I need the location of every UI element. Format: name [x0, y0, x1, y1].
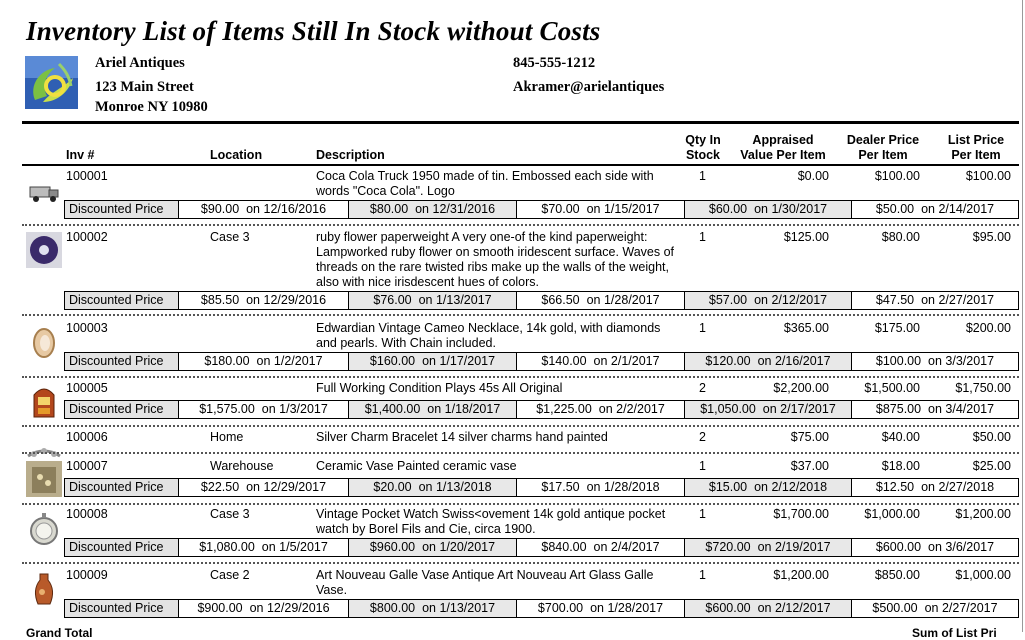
sum-list-price-label: Sum of List Pri [912, 626, 997, 640]
discount-price: $1,050.00 [700, 402, 756, 416]
discount-schedule-bar [64, 200, 1019, 219]
item-appraised-value: $0.00 [797, 169, 829, 183]
discount-on-label: on [928, 354, 942, 368]
item-dealer-price: $40.00 [881, 430, 920, 444]
item-qty-in-stock: 2 [699, 430, 706, 444]
discount-step [852, 539, 1018, 556]
discount-on-label: on [754, 202, 768, 216]
discount-step [179, 353, 349, 370]
discount-label: Discounted Price [65, 600, 179, 617]
column-header-inv: Inv # [66, 148, 95, 162]
discount-price: $1,400.00 [364, 402, 421, 416]
discount-date: 12/29/2016 [266, 601, 330, 615]
vase-thumbnail [26, 461, 62, 497]
item-list-price: $25.00 [972, 459, 1011, 473]
discount-date: 2/12/2018 [771, 480, 828, 494]
discount-step [685, 539, 852, 556]
discount-on-label: on [261, 540, 276, 554]
item-inv-number: 100002 [66, 230, 108, 244]
item-list-price: $1,200.00 [955, 507, 1011, 521]
discount-on-label: on [261, 402, 276, 416]
item-inv-number: 100005 [66, 381, 108, 395]
discount-price: $1,080.00 [199, 540, 255, 554]
column-header-dealer-price: Dealer Price Per Item [846, 133, 920, 162]
discount-price: $50.00 [875, 202, 915, 216]
discount-on-label: on [921, 202, 935, 216]
item-inv-number: 100003 [66, 321, 108, 335]
discount-step [517, 353, 685, 370]
item-description: Vintage Pocket Watch Swiss<ovement 14k gold antique pocket watch by Borel Fils and Cie, circa 1900. [316, 507, 666, 536]
discount-on-label: on [415, 202, 430, 216]
discount-date: 2/12/2017 [774, 601, 831, 615]
discount-on-label: on [418, 480, 433, 494]
discount-date: 1/3/2017 [279, 402, 328, 416]
item-inv-number: 100007 [66, 459, 108, 473]
discount-price: $160.00 [369, 354, 416, 368]
discount-step [179, 401, 349, 418]
discount-price: $875.00 [875, 402, 922, 416]
discount-date: 3/4/2017 [945, 402, 995, 416]
row-separator [22, 562, 1019, 564]
item-description: Art Nouveau Galle Vase Antique Art Nouveau Art Glass Galle Vase. [316, 568, 654, 597]
discount-date: 1/13/2018 [435, 480, 492, 494]
company-name: Ariel Antiques [95, 55, 185, 71]
discount-step [685, 479, 852, 496]
discount-on-label: on [422, 540, 436, 554]
inventory-item-row [0, 230, 1025, 307]
discount-schedule-bar [64, 478, 1019, 497]
item-list-price: $1,000.00 [955, 568, 1011, 582]
discount-on-label: on [256, 354, 271, 368]
discount-date: 12/31/2016 [432, 202, 496, 216]
discount-step [349, 479, 517, 496]
discount-on-label: on [586, 293, 601, 307]
discount-price: $47.50 [875, 293, 915, 307]
item-inv-number: 100006 [66, 430, 108, 444]
discount-step [517, 401, 685, 418]
discount-step [179, 600, 349, 617]
company-address-line2: Monroe NY 10980 [95, 99, 208, 115]
discount-price: $600.00 [705, 601, 751, 615]
item-description: Full Working Condition Plays 45s All Original [316, 381, 563, 395]
discount-price: $500.00 [872, 601, 918, 615]
item-inv-number: 100008 [66, 507, 108, 521]
pocket-watch-thumbnail [26, 511, 62, 547]
discount-on-label: on [586, 202, 601, 216]
discount-price: $140.00 [541, 354, 587, 368]
item-inv-number: 100001 [66, 169, 108, 183]
discount-price: $840.00 [541, 540, 587, 554]
discount-date: 2/17/2017 [780, 402, 836, 416]
discount-schedule-bar [64, 291, 1019, 310]
discount-on-label: on [427, 402, 442, 416]
discount-price: $22.50 [200, 480, 240, 494]
discount-on-label: on [754, 480, 768, 494]
paperweight-thumbnail [26, 232, 62, 268]
item-dealer-price: $175.00 [874, 321, 920, 335]
discount-date: 12/16/2016 [263, 202, 327, 216]
discount-price: $17.50 [541, 480, 580, 494]
discount-on-label: on [757, 540, 772, 554]
discount-date: 1/13/2017 [435, 293, 492, 307]
discount-price: $720.00 [705, 540, 751, 554]
item-qty-in-stock: 1 [699, 230, 706, 244]
discount-on-label: on [418, 293, 433, 307]
discount-price: $90.00 [200, 202, 240, 216]
discount-date: 2/2/2017 [616, 402, 665, 416]
grand-total-label: Grand Total [26, 626, 93, 640]
item-appraised-value: $2,200.00 [773, 381, 829, 395]
jukebox-thumbnail [26, 383, 62, 419]
discount-step [852, 201, 1018, 218]
column-header-rule [22, 164, 1019, 166]
discount-on-label: on [598, 402, 613, 416]
discount-date: 1/20/2017 [439, 540, 496, 554]
discount-date: 2/16/2017 [774, 354, 831, 368]
discount-label: Discounted Price [65, 353, 179, 370]
discount-schedule-bar [64, 352, 1019, 371]
discount-date: 2/19/2017 [774, 540, 831, 554]
item-list-price: $50.00 [972, 430, 1011, 444]
column-header-appraised: Appraised Value Per Item [740, 133, 826, 162]
discount-step [517, 600, 685, 617]
discount-on-label: on [586, 480, 601, 494]
discount-price: $70.00 [541, 202, 580, 216]
item-qty-in-stock: 2 [699, 381, 706, 395]
row-separator [22, 314, 1019, 316]
row-separator [22, 376, 1019, 378]
discount-label: Discounted Price [65, 539, 179, 556]
discount-step [349, 401, 517, 418]
discount-step [179, 479, 349, 496]
discount-step [852, 479, 1018, 496]
discount-step [852, 401, 1018, 418]
discount-on-label: on [757, 601, 772, 615]
discount-on-label: on [757, 354, 772, 368]
galle-vase-thumbnail [26, 570, 62, 606]
discount-date: 2/12/2017 [771, 293, 828, 307]
discount-price: $1,575.00 [199, 402, 255, 416]
discount-on-label: on [246, 202, 261, 216]
discount-price: $700.00 [537, 601, 584, 615]
discount-step [685, 600, 852, 617]
item-inv-number: 100009 [66, 568, 108, 582]
discount-date: 1/28/2018 [603, 480, 660, 494]
item-qty-in-stock: 1 [699, 568, 706, 582]
item-location: Home [210, 430, 244, 444]
discount-step [517, 539, 685, 556]
column-header-description: Description [316, 148, 385, 162]
cameo-thumbnail [26, 325, 62, 361]
item-description: Edwardian Vintage Cameo Necklace, 14k gold, with diamonds and pearls. With Chain included. [316, 321, 661, 350]
discount-step [179, 292, 349, 309]
discount-price: $120.00 [705, 354, 751, 368]
discount-on-label: on [921, 480, 935, 494]
column-header-location: Location [210, 148, 263, 162]
item-dealer-price: $850.00 [874, 568, 920, 582]
truck-thumbnail [26, 173, 62, 209]
discount-on-label: on [422, 601, 436, 615]
discount-date: 1/17/2017 [439, 354, 496, 368]
discount-price: $1,225.00 [536, 402, 592, 416]
row-separator [22, 452, 1019, 454]
discount-schedule-bar [64, 538, 1019, 557]
item-list-price: $100.00 [965, 169, 1011, 183]
column-header-list-price: List Price Per Item [947, 133, 1005, 162]
report-title: Inventory List of Items Still In Stock without Costs [26, 16, 601, 46]
item-dealer-price: $1,500.00 [864, 381, 920, 395]
discount-step [517, 292, 685, 309]
discount-date: 3/3/2017 [945, 354, 995, 368]
discount-label: Discounted Price [65, 201, 179, 218]
discount-price: $900.00 [197, 601, 243, 615]
discount-label: Discounted Price [65, 401, 179, 418]
inventory-item-row [0, 568, 1025, 628]
company-address-line1: 123 Main Street [95, 79, 194, 95]
discount-price: $80.00 [369, 202, 409, 216]
item-location: Case 2 [210, 568, 250, 582]
row-separator [22, 503, 1019, 505]
discount-on-label: on [928, 540, 942, 554]
discount-price: $76.00 [373, 293, 412, 307]
discount-step [349, 539, 517, 556]
discount-date: 1/28/2017 [603, 293, 660, 307]
discount-date: 1/13/2017 [439, 601, 496, 615]
company-logo-icon [25, 56, 78, 109]
inventory-item-row [0, 169, 1025, 229]
discount-price: $12.50 [875, 480, 915, 494]
discount-date: 1/28/2017 [607, 601, 664, 615]
discount-price: $100.00 [875, 354, 922, 368]
item-appraised-value: $125.00 [783, 230, 829, 244]
discount-schedule-bar [64, 599, 1019, 618]
row-separator [22, 425, 1019, 427]
discount-step [517, 479, 685, 496]
discount-step [349, 353, 517, 370]
discount-step [685, 292, 852, 309]
item-description: Silver Charm Bracelet 14 silver charms hand painted [316, 430, 608, 444]
item-location: Case 3 [210, 230, 250, 244]
discount-on-label: on [590, 601, 604, 615]
discount-date: 1/2/2017 [273, 354, 323, 368]
item-dealer-price: $1,000.00 [864, 507, 920, 521]
discount-price: $20.00 [373, 480, 412, 494]
item-appraised-value: $37.00 [790, 459, 829, 473]
discount-date: 1/30/2017 [771, 202, 828, 216]
item-dealer-price: $18.00 [881, 459, 920, 473]
discount-price: $66.50 [541, 293, 580, 307]
discount-on-label: on [246, 480, 261, 494]
discount-step [685, 201, 852, 218]
item-qty-in-stock: 1 [699, 507, 706, 521]
discount-on-label: on [921, 293, 935, 307]
discount-date: 1/18/2017 [444, 402, 501, 416]
item-appraised-value: $75.00 [790, 430, 829, 444]
item-list-price: $1,750.00 [955, 381, 1011, 395]
discount-step [179, 539, 349, 556]
discount-step [685, 353, 852, 370]
discount-date: 2/27/2017 [938, 293, 995, 307]
company-phone: 845-555-1212 [513, 55, 596, 71]
discount-on-label: on [593, 354, 608, 368]
discount-date: 3/6/2017 [945, 540, 995, 554]
discount-on-label: on [928, 402, 942, 416]
discount-date: 12/29/2016 [263, 293, 327, 307]
item-dealer-price: $80.00 [881, 230, 920, 244]
row-separator [22, 224, 1019, 226]
discount-schedule-bar [64, 400, 1019, 419]
discount-price: $15.00 [708, 480, 748, 494]
discount-step [852, 353, 1018, 370]
discount-date: 1/15/2017 [603, 202, 660, 216]
item-location: Case 3 [210, 507, 250, 521]
item-description: Ceramic Vase Painted ceramic vase [316, 459, 517, 473]
discount-step [852, 292, 1018, 309]
item-qty-in-stock: 1 [699, 459, 706, 473]
discount-price: $180.00 [204, 354, 250, 368]
discount-price: $57.00 [708, 293, 748, 307]
discount-price: $600.00 [875, 540, 922, 554]
discount-date: 2/27/2017 [941, 601, 998, 615]
discount-step [517, 201, 685, 218]
item-appraised-value: $1,200.00 [773, 568, 829, 582]
discount-step [852, 600, 1018, 617]
item-description: Coca Cola Truck 1950 made of tin. Embossed each side with words "Coca Cola". Logo [316, 169, 654, 198]
discount-on-label: on [754, 293, 768, 307]
discount-price: $800.00 [369, 601, 416, 615]
discount-on-label: on [924, 601, 939, 615]
item-appraised-value: $1,700.00 [773, 507, 829, 521]
company-email: Akramer@arielantiques [513, 79, 665, 95]
discount-step [349, 292, 517, 309]
discount-date: 2/14/2017 [938, 202, 995, 216]
discount-step [349, 201, 517, 218]
discount-step [685, 401, 852, 418]
discount-label: Discounted Price [65, 479, 179, 496]
page-edge-line [1022, 0, 1023, 632]
discount-date: 2/1/2017 [610, 354, 660, 368]
discount-on-label: on [246, 293, 261, 307]
discount-on-label: on [593, 540, 608, 554]
discount-step [349, 600, 517, 617]
inventory-item-row [0, 507, 1025, 567]
inventory-item-row [0, 321, 1025, 381]
discount-price: $960.00 [369, 540, 416, 554]
item-list-price: $200.00 [965, 321, 1011, 335]
header-rule [22, 121, 1019, 124]
item-location: Warehouse [210, 459, 274, 473]
discount-price: $85.50 [200, 293, 240, 307]
discount-date: 12/29/2017 [263, 480, 327, 494]
discount-on-label: on [422, 354, 436, 368]
discount-on-label: on [762, 402, 777, 416]
item-list-price: $95.00 [972, 230, 1011, 244]
item-qty-in-stock: 1 [699, 321, 706, 335]
discount-label: Discounted Price [65, 292, 179, 309]
discount-price: $60.00 [708, 202, 748, 216]
discount-step [179, 201, 349, 218]
column-header-qty: Qty In Stock [685, 133, 721, 162]
discount-date: 2/27/2018 [938, 480, 995, 494]
item-qty-in-stock: 1 [699, 169, 706, 183]
discount-on-label: on [249, 601, 264, 615]
item-appraised-value: $365.00 [783, 321, 829, 335]
discount-date: 1/5/2017 [279, 540, 328, 554]
item-dealer-price: $100.00 [874, 169, 920, 183]
discount-date: 2/4/2017 [610, 540, 660, 554]
item-description: ruby flower paperweight A very one-of the kind paperweight: Lampworked ruby flower on smooth iridescent surface. Waves of threads on the rare twisted ribs make up the walls of the weight, also with nice irisdescent hues of colors. [316, 230, 675, 289]
